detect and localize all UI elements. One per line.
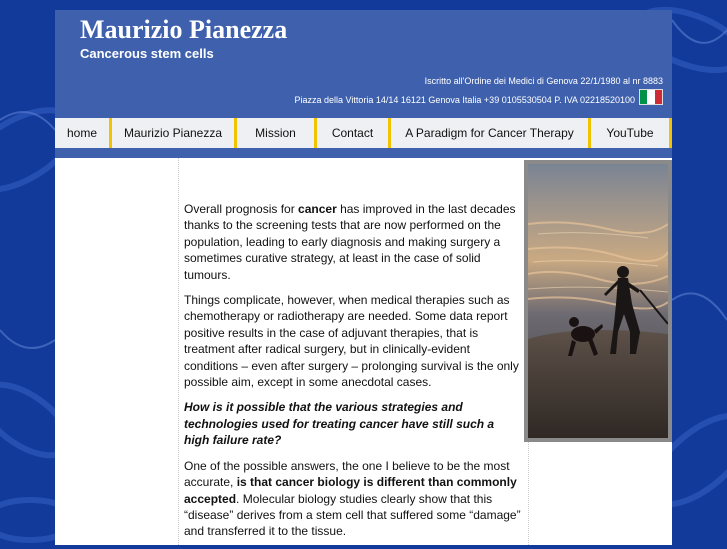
- text-span: . Molecular biology studies clearly show that this “disease” derives from a stem cell that suffered some “damage” and transferred it to the tissue.: [184, 491, 521, 539]
- text-span: One of the possible answers, the one I believe to be the most accurate,: [184, 458, 510, 490]
- site-title[interactable]: Maurizio Pianezza: [80, 15, 288, 44]
- italian-flag-icon: [639, 89, 663, 105]
- column-divider: [178, 158, 179, 545]
- main-nav: [55, 118, 672, 148]
- address-line: [294, 95, 663, 105]
- content-area: [55, 158, 672, 545]
- nav-youtube[interactable]: YouTube: [591, 118, 672, 148]
- beach-photo-image: [528, 164, 668, 438]
- nav-maurizio-pianezza[interactable]: Maurizio Pianezza: [112, 118, 237, 148]
- beach-photo: [524, 160, 672, 442]
- text-span: has improved in the last decades thanks to the screening tests that are now performed on the population, leading to early diagnosis and making surgery a sometimes curative strategy, at least in the case of solid tumours.: [184, 202, 516, 282]
- paragraph-therapies: Things complicate, however, when medical therapies such as chemotherapy or radiotherapy are needed. Some data report positive results in the case of adjuvant therapies, that is treatment after radical surgery, but in clinically-evident conditions – even after surgery – prolonging survival is the only possible aim, except in some anecdotal cases.: [184, 293, 519, 390]
- header-strip: [55, 148, 672, 158]
- paragraph-answer: [184, 458, 522, 540]
- page-container: [55, 0, 672, 545]
- nav-paradigm-cancer-therapy[interactable]: A Paradigm for Cancer Therapy: [391, 118, 591, 148]
- question-paragraph: [184, 399, 522, 448]
- site-header: [55, 10, 672, 118]
- nav-home[interactable]: home: [55, 118, 112, 148]
- address-text: Piazza della Vittoria 14/14 16121 Genova Italia +39 0105530504 P. IVA 02218520100: [294, 95, 635, 105]
- bold-claim: is that cancer biology is different than commonly accepted: [184, 475, 517, 506]
- question-text: How is it possible that the various strategies and technologies used for treating cancer have still such a high failure rate?: [184, 400, 495, 448]
- text-span: Overall prognosis for: [184, 202, 299, 216]
- article-body: [184, 201, 522, 549]
- column-divider-right: [528, 438, 529, 545]
- site-subtitle: Cancerous stem cells: [80, 46, 214, 61]
- nav-contact[interactable]: Contact: [317, 118, 391, 148]
- nav-mission[interactable]: Mission: [237, 118, 317, 148]
- paragraph-prognosis: [184, 201, 522, 283]
- bold-term: cancer: [298, 202, 337, 216]
- registration-text: Iscritto all'Ordine dei Medici di Genova 22/1/1980 al nr 8883: [424, 76, 663, 86]
